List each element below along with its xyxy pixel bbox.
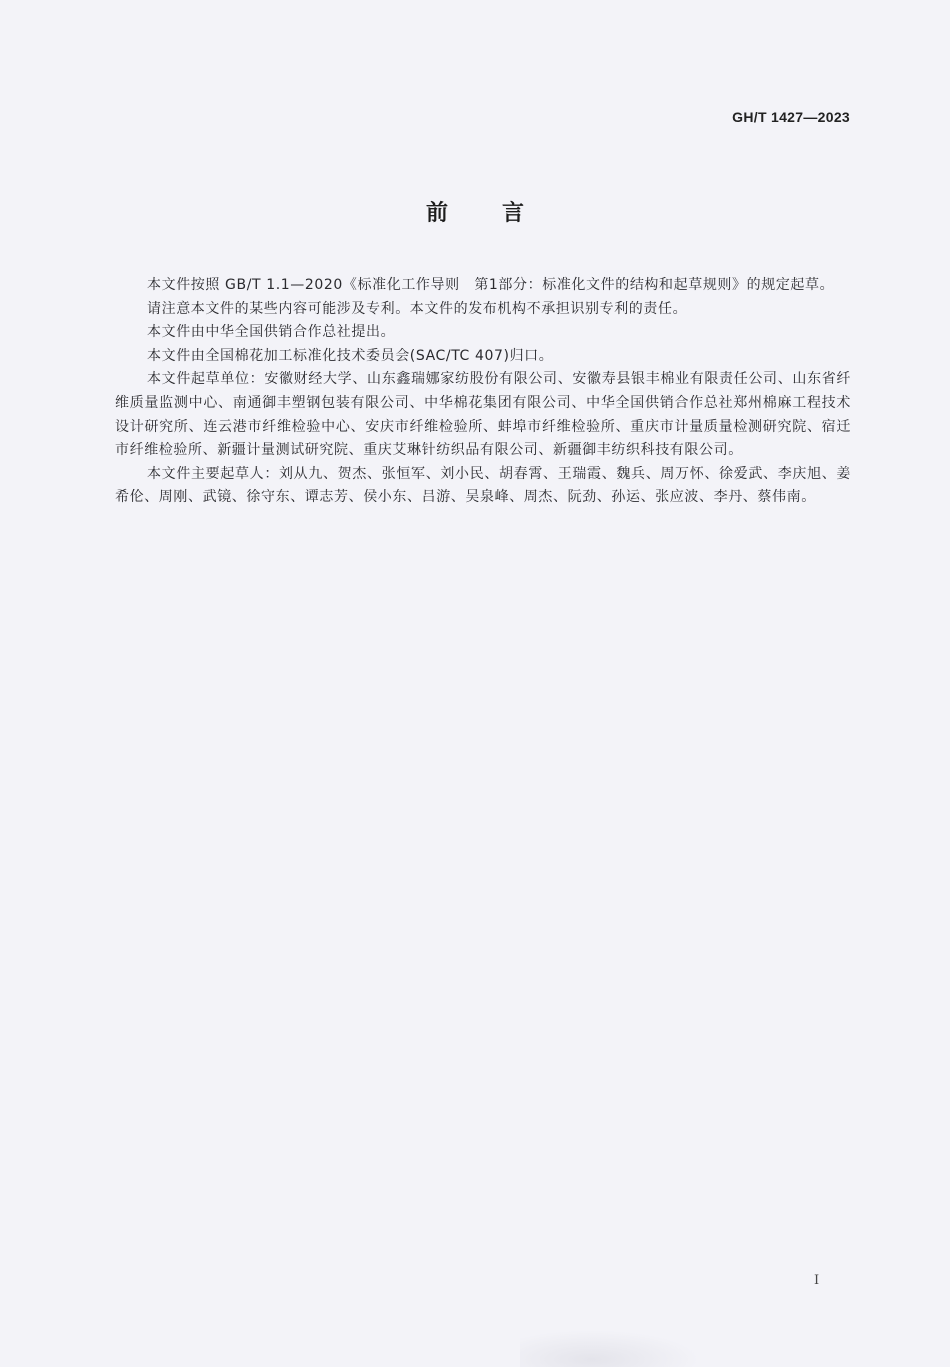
page-title: 前言 [425,201,578,226]
standard-code: GH/T 1427—2023 [732,109,850,125]
paragraph-main-drafters: 本文件主要起草人：刘从九、贺杰、张恒军、刘小民、胡春霄、王瑞霞、魏兵、周万怀、徐爱武、李庆旭、姜希伦、周刚、武镜、徐守东、谭志芳、侯小东、吕游、吴泉峰、周杰、阮劲、孙运、张应波、李丹、蔡伟南。 [115,465,851,506]
scan-artifact [520,1330,700,1367]
paragraph-centralized-by: 本文件由全国棉花加工标准化技术委员会(SAC/TC 407)归口。 [147,347,554,364]
paragraph-patent-notice: 请注意本文件的某些内容可能涉及专利。本文件的发布机构不承担识别专利的责任。 [147,300,688,317]
paragraph-drafting-units: 本文件起草单位：安徽财经大学、山东鑫瑞娜家纺股份有限公司、安徽寿县银丰棉业有限责任公司、山东省纤维质量监测中心、南通御丰塑钢包装有限公司、中华棉花集团有限公司、中华全国供销合作总社郑州棉麻工程技术设计研究所、连云港市纤维检验中心、安庆市纤维检验所、蚌埠市纤维检验所、重庆市计量质量检测研究院、宿迁市纤维检验所、新疆计量测试研究院、重庆艾琳针纺织品有限公司、新疆御丰纺织科技有限公司。 [115,371,851,459]
page-number: I [814,1273,820,1288]
foreword-body [115,274,851,510]
paragraph-drafting-rules: 本文件按照 GB/T 1.1—2020《标准化工作导则 第1部分：标准化文件的结构和起草规则》的规定起草。 [147,277,835,293]
paragraph-proposer: 本文件由中华全国供销合作总社提出。 [147,324,396,341]
